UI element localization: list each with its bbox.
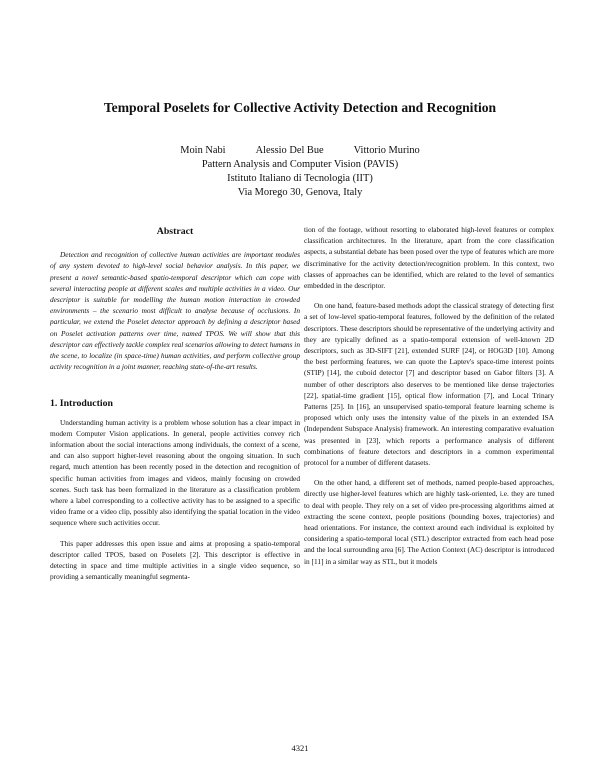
page-number: 4321 xyxy=(291,743,309,753)
body-paragraph: tion of the footage, without resorting to elaborated high-level features or complex classification architectures. In the literature, apart from the core classification aspects, a substantial debate has been posed over the type of features which are more discriminative for the activity detection/recognition problem. In this context, two classes of approaches can be identified, which are related to the level of semantics embedded in the descriptor. xyxy=(304,225,554,291)
affiliation-line: Via Morego 30, Genova, Italy xyxy=(237,187,363,198)
affiliation-line: Istituto Italiano di Tecnologia (IIT) xyxy=(227,173,373,184)
abstract-heading: Abstract xyxy=(156,226,194,237)
author-name: Moin Nabi xyxy=(180,145,226,156)
affiliation-line: Pattern Analysis and Computer Vision (PAVIS) xyxy=(201,159,399,170)
abstract-text: Detection and recognition of collective human activities are important modules of any system devoted to high-level social behavior analysis. In this paper, we present a novel semantic-based spatio-temporal descriptor which can cope with several interacting people at different scales and multiple activities in a video. Our descriptor is suitable for modelling the human motion interaction in crowded environments – the scenario most difficult to analyse because of occlusions. In particular, we extend the Poselet detector approach by defining a descriptor based on Poselet activation patterns over time, named TPOS. We will show that this descriptor can effectively tackle complex real scenarios allowing to detect humans in the scene, to localize (in space-time) human activities, and perform collective group activity recognition in a joint manner, reaching state-of-the-art results. xyxy=(50,250,300,372)
section-heading-introduction: 1. Introduction xyxy=(50,398,113,410)
body-paragraph: This paper addresses this open issue and aims at proposing a spatio-temporal descriptor called TPOS, based on Poselets [2]. This descriptor is effective in detecting in space and time multiple activities in a single video sequence, so providing a semantically meaningful segmenta- xyxy=(50,538,300,582)
author-name: Alessio Del Bue xyxy=(255,145,324,156)
author-names xyxy=(0,144,600,158)
author-name: Vittorio Murino xyxy=(353,145,420,156)
body-paragraph: On one hand, feature-based methods adopt the classical strategy of detecting first a set of low-level spatio-temporal features, followed by the definition of the related descriptors. These descriptors should be representative of the underlying activity and they are typically defined as a spatio-temporal extension of well-known 2D descriptors, such as 3D-SIFT [21], extended SURF [24], or HOG3D [10]. Among the best performing features, we can quote the Laptev's space-time interest points (STIP) [14], the cuboid detector [7] and descriptor based on Gabor filters [3]. A number of other descriptors also deserves to be mentioned like dense trajectories [22], spatial-time gradient [15], optical flow information [7], and Local Trinary Patterns [25]. In [16], an unsupervised spatio-temporal feature learning scheme is proposed which only uses the intensity value of the pixels in an extended ISA (Independent Subspace Analysis) framework. An interesting comparative evaluation was presented in [23], which reports a performance analysis of different combinations of feature detectors and descriptors in a common experimental protocol for a number of different datasets. xyxy=(304,301,554,468)
paper-title: Temporal Poselets for Collective Activity Detection and Recognition xyxy=(103,100,497,115)
body-paragraph: On the other hand, a different set of methods, named people-based approaches, directly use higher-level features which are highly task-oriented, i.e. they are tuned to deal with people. They rely on a set of video pre-processing algorithms aimed at extracting the scene context, people positions (bounding boxes, trajectories) and head orientations. For instance, the context around each individual is exploited by considering a spatio-temporal local (STL) descriptor extracted from each head pose and the local surrounding area [6]. The Action Context (AC) descriptor is introduced in [11] in a similar way as STL, but it models xyxy=(304,478,554,566)
author-block xyxy=(0,144,600,200)
body-paragraph: Understanding human activity is a problem whose solution has a clear impact in modern Computer Vision applications. In general, people activities convey rich information about the social interactions among individuals, the context of a scene, and can also support higher-level reasoning about the ongoing situation. In such regard, much attention has been recently posed in the detection and recognition of specific human activities from images and videos, mainly focusing on crowded scenes. Such task has been formalized in the literature as a classification problem where a label corresponding to a collective activity has to be assigned to a specific video frame or a video clip, possibly also identifying the spatial location in the video sequence where such activities occur. xyxy=(50,417,300,528)
right-column xyxy=(304,224,554,567)
left-column xyxy=(50,226,300,582)
